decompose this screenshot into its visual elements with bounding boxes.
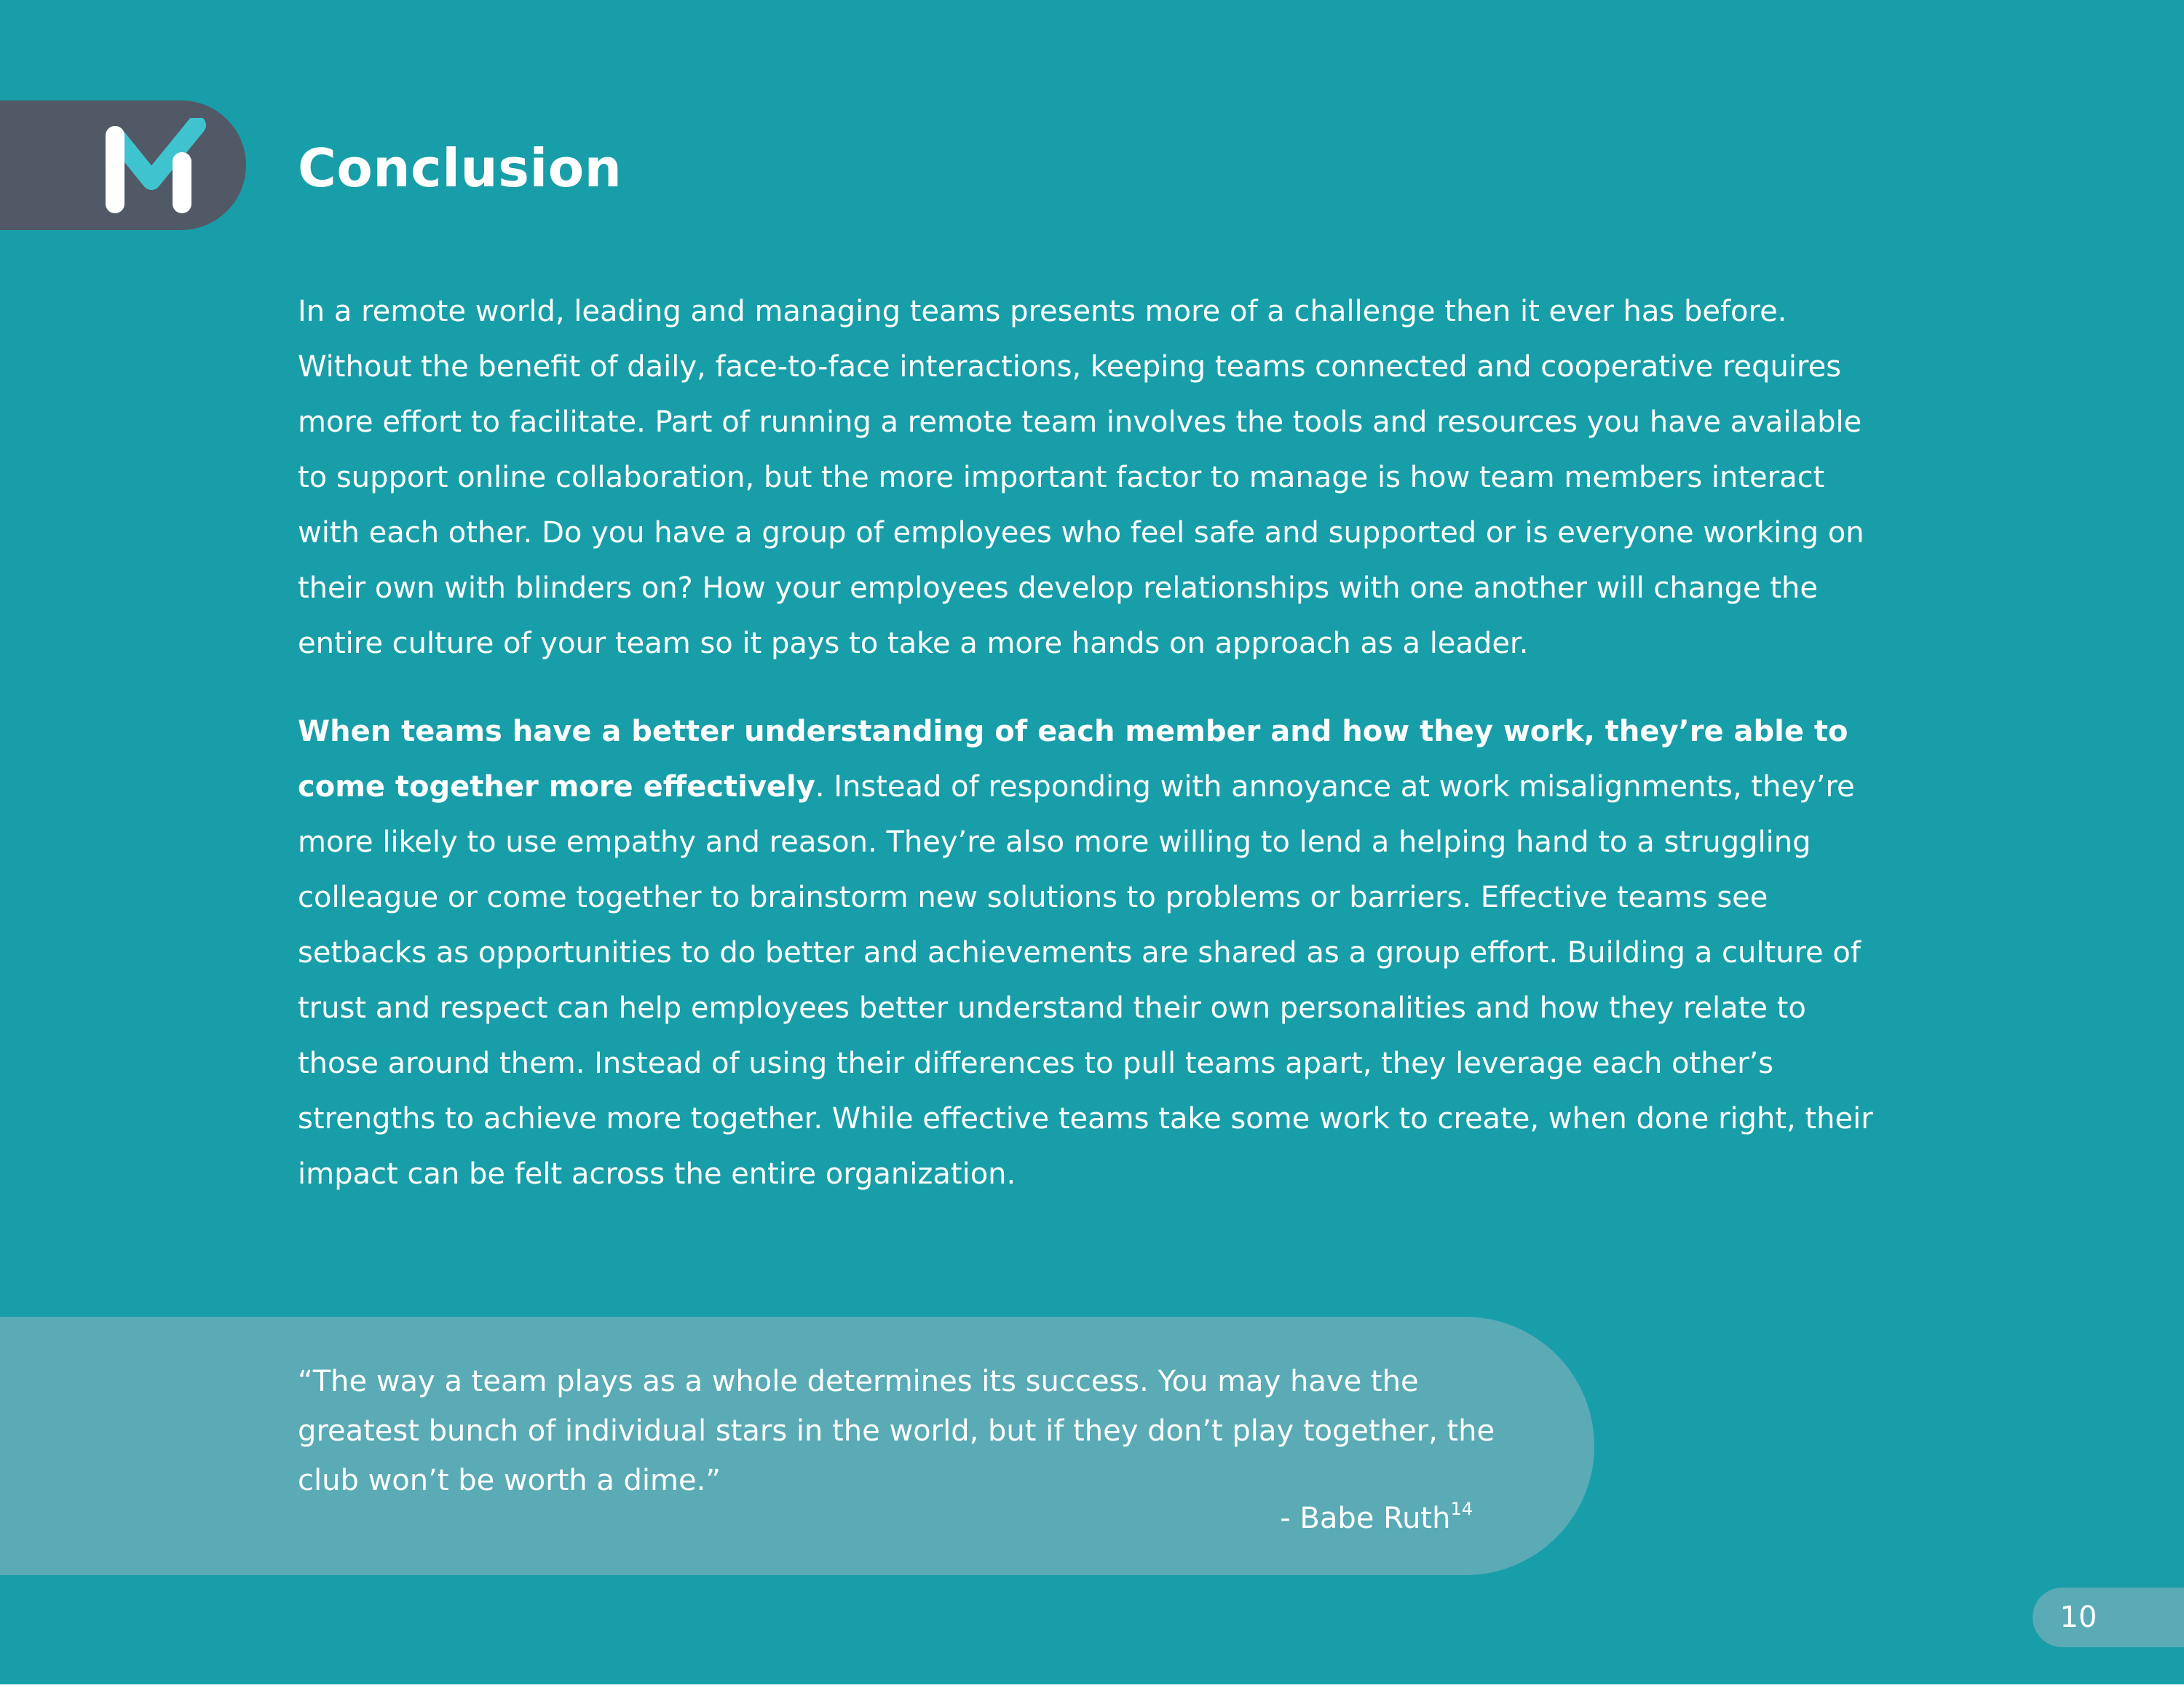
- paragraph-2-bold-lead: When teams have a better understanding of each member and how they work, they’re able to come together more effectively: [298, 715, 1848, 804]
- body-text: [298, 284, 1892, 1202]
- paragraph-2: [298, 704, 1892, 1202]
- paragraph-1: In a remote world, leading and managing teams presents more of a challenge then it ever has before. Without the benefit of daily, face-to-face interactions, keeping teams connected and cooperative requires more effort to facilitate. Part of running a remote team involves the tools and resources you have available to support online collaboration, but the more important factor to manage is how team members interact with each other. Do you have a group of employees who feel safe and supported or is everyone working on their own with blinders on? How your employees develop relationships with one another will change the entire culture of your team so it pays to take a more hands on approach as a leader.: [298, 295, 1864, 660]
- quote-text: “The way a team plays as a whole determines its success. You may have the greatest bunch of individual stars in the world, but if they don’t play together, the club won’t be worth a dime.”: [298, 1365, 1495, 1497]
- quote-author: - Babe Ruth: [1280, 1502, 1451, 1535]
- bottom-edge-strip: [0, 1684, 2184, 1688]
- m-checkmark-logo-icon: [103, 118, 211, 214]
- paragraph-2-rest: . Instead of responding with annoyance at work misalignments, they’re more likely to use empathy and reason. They’re also more willing to lend a helping hand to a struggling colleague or come together to brainstorm new solutions to problems or barriers. Effective teams see setbacks as opportunities to do better and achievements are shared as a group effort. Building a culture of trust and respect can help employees better understand their own personalities and how they relate to those around them. Instead of using their differences to pull teams apart, they leverage each other’s strengths to achieve more together. While effective teams take some work to create, when done right, their impact can be felt across the entire organization.: [298, 770, 1873, 1191]
- quote-attribution: [1280, 1494, 1473, 1543]
- page-title: Conclusion: [298, 138, 622, 199]
- page-number: 10: [2060, 1601, 2097, 1634]
- footnote-reference: 14: [1450, 1499, 1473, 1519]
